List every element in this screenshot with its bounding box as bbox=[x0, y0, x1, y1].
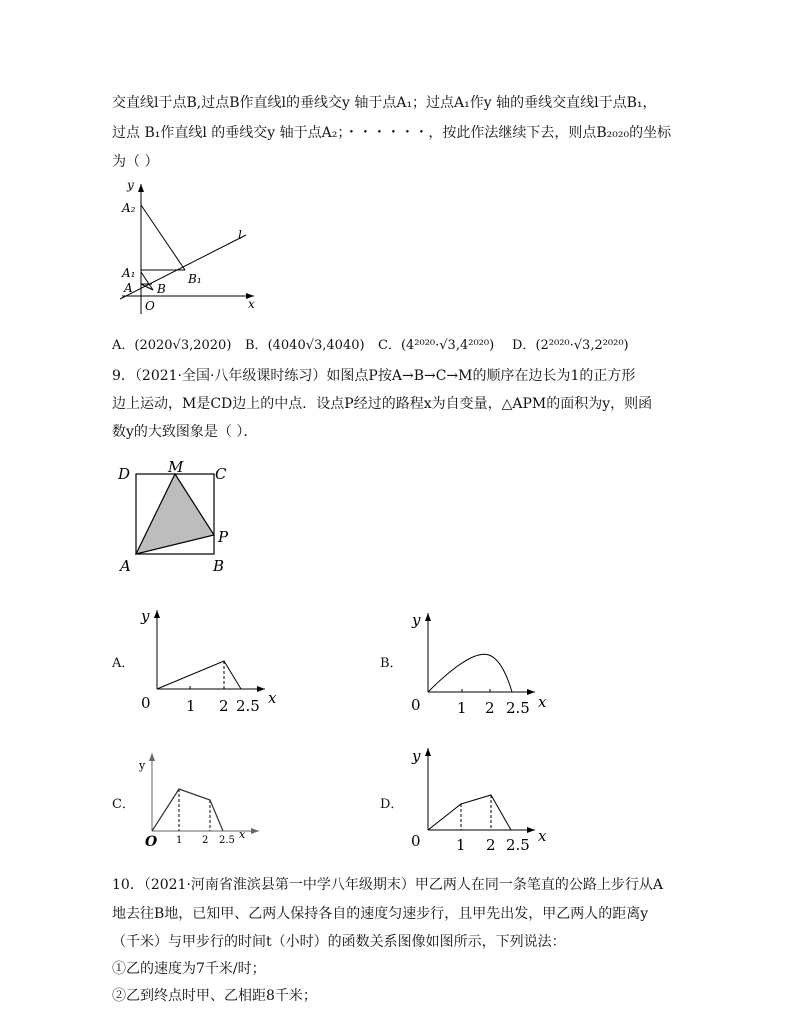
q9-graph-d-y: y bbox=[412, 747, 421, 765]
q9-graph-c-origin: O bbox=[145, 834, 158, 850]
q9-option-b-label[interactable]: B． bbox=[380, 656, 403, 671]
q8-option-b[interactable] bbox=[245, 334, 365, 353]
q8-option-b-value: (4040√3,4040) bbox=[267, 338, 365, 353]
q8-text-line3: 为（ ） bbox=[112, 154, 159, 170]
q8-fig-y-label: y bbox=[127, 178, 134, 192]
q8-fig-A2-label: A₂ bbox=[122, 201, 136, 215]
q9-graph-c-tick2: 2 bbox=[202, 835, 209, 846]
q8-option-b-label: B． bbox=[245, 338, 268, 353]
q9-graph-b-y: y bbox=[412, 611, 421, 629]
q8-option-c-label: C． bbox=[378, 338, 401, 353]
q8-option-a[interactable] bbox=[112, 334, 231, 353]
q9-graph-b bbox=[405, 605, 555, 720]
q9-square-B: B bbox=[213, 557, 225, 575]
q9-graph-b-tick2: 2 bbox=[485, 699, 495, 717]
q10-text-line2: 地去往B地，已知甲、乙两人保持各自的速度匀速步行，且甲先出发，甲乙两人的距离y bbox=[112, 906, 649, 922]
q9-graph-a-x: x bbox=[268, 689, 277, 707]
q9-graph-a-tick2: 2 bbox=[219, 697, 229, 715]
q9-graph-a bbox=[135, 598, 285, 718]
q9-graph-b-x: x bbox=[538, 693, 547, 711]
q8-option-c-value: (4²⁰²⁰·√3,4²⁰²⁰) bbox=[400, 338, 495, 353]
q9-square-A: A bbox=[120, 557, 131, 575]
q9-option-c-label[interactable]: C． bbox=[112, 797, 135, 812]
q9-graph-d-tick2: 2 bbox=[486, 836, 496, 854]
q8-option-a-value: (2020√3,2020) bbox=[134, 338, 232, 353]
q9-graph-a-origin: 0 bbox=[141, 694, 151, 712]
q9-graph-d-tick1: 1 bbox=[456, 836, 466, 854]
q8-option-a-label: A． bbox=[112, 338, 135, 353]
q8-fig-A1-label: A₁ bbox=[122, 266, 136, 280]
q9-graph-b-origin: 0 bbox=[411, 696, 421, 714]
q10-statement-1: ①乙的速度为7千米/时； bbox=[112, 961, 266, 977]
q9-option-d-label[interactable]: D． bbox=[380, 797, 404, 812]
q8-figure bbox=[112, 172, 272, 317]
q8-option-d-label: D． bbox=[512, 338, 536, 353]
q9-graph-a-tick1: 1 bbox=[186, 697, 196, 715]
q9-text-line1: 9．（2021·全国·八年级课时练习）如图点P按A→B→C→M的顺序在边长为1的正方形 bbox=[112, 368, 636, 384]
q8-option-d-value: (2²⁰²⁰·√3,2²⁰²⁰) bbox=[535, 338, 629, 353]
q9-square-C: C bbox=[215, 465, 227, 483]
q9-graph-c-y: y bbox=[139, 759, 146, 772]
q8-fig-B1-label: B₁ bbox=[188, 272, 202, 286]
q9-graph-d-x: x bbox=[538, 827, 547, 845]
q9-text-line2: 边上运动，M是CD边上的中点．设点P经过的路程x为自变量，△APM的面积为y，则函 bbox=[112, 396, 653, 412]
q9-square-P: P bbox=[218, 528, 229, 546]
q9-graph-b-tick1: 1 bbox=[457, 699, 467, 717]
q8-fig-A-label: A bbox=[124, 281, 133, 295]
q8-fig-x-label: x bbox=[248, 297, 255, 311]
q8-text-line1: 交直线l于点B,过点B作直线l的垂线交y 轴于点A₁；过点A₁作y 轴的垂线交直线l于点B₁， bbox=[112, 95, 657, 111]
q10-text-line1: 10．（2021·河南省淮滨县第一中学八年级期末）甲乙两人在同一条笔直的公路上步行从A bbox=[112, 877, 664, 893]
q8-text-line2: 过点 B₁作直线l 的垂线交y 轴于点A₂；・・・・・・，按此作法继续下去，则点B₂₀₂₀的坐标 bbox=[112, 125, 672, 141]
q9-graph-a-tick3: 2.5 bbox=[236, 697, 260, 715]
q8-fig-B-label: B bbox=[157, 282, 166, 296]
q8-option-c[interactable] bbox=[378, 334, 494, 353]
q9-square-D: D bbox=[118, 465, 131, 483]
q9-graph-d-tick3: 2.5 bbox=[506, 836, 530, 854]
q9-option-a-label[interactable]: A． bbox=[112, 656, 135, 671]
q9-square-figure bbox=[112, 455, 242, 580]
q9-graph-a-y: y bbox=[141, 607, 150, 625]
q9-text-line3: 数y的大致图象是（ ）． bbox=[112, 424, 258, 440]
q9-graph-c-tick1: 1 bbox=[176, 835, 183, 846]
q9-graph-c bbox=[135, 745, 270, 850]
q8-fig-O-label: O bbox=[145, 299, 155, 313]
q9-graph-d-origin: 0 bbox=[411, 832, 421, 850]
q9-graph-b-tick3: 2.5 bbox=[506, 699, 530, 717]
q9-graph-d bbox=[405, 742, 555, 857]
q9-graph-c-tick3: 2.5 bbox=[219, 835, 235, 846]
q9-square-M: M bbox=[168, 458, 184, 476]
q9-graph-c-x: x bbox=[239, 828, 246, 841]
q8-option-d[interactable] bbox=[512, 334, 629, 353]
q8-fig-l-label: l bbox=[238, 228, 242, 242]
q10-statement-2: ②乙到终点时甲、乙相距8千米； bbox=[112, 988, 317, 1004]
q10-text-line3: （千米）与甲步行的时间t（小时）的函数关系图像如图所示，下列说法： bbox=[112, 934, 566, 950]
